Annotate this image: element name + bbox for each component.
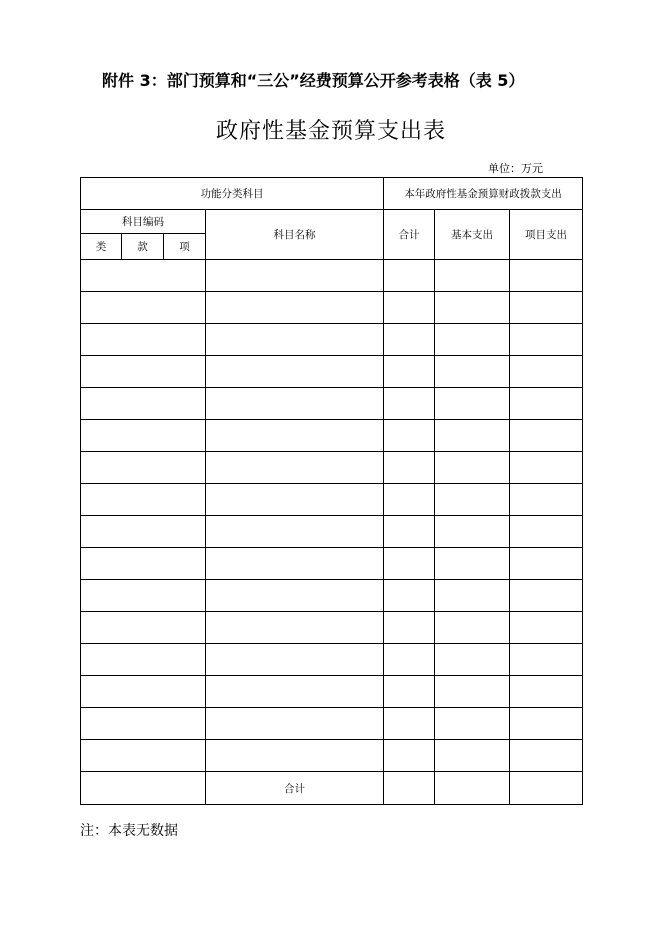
- subject-name-cell: [206, 740, 384, 772]
- table-row: [81, 484, 583, 516]
- project-expenditure-cell: [510, 676, 583, 708]
- project-expenditure-cell: [510, 612, 583, 644]
- total-cell: [384, 740, 435, 772]
- subject-name-cell: [206, 516, 384, 548]
- table-row: [81, 356, 583, 388]
- total-cell: [384, 484, 435, 516]
- project-expenditure-cell: [510, 740, 583, 772]
- document-title: 政府性基金预算支出表: [215, 119, 446, 144]
- project-expenditure-header: 项目支出: [510, 210, 583, 260]
- basic-expenditure-cell: [435, 612, 510, 644]
- total-header: 合计: [384, 210, 435, 260]
- project-expenditure-cell: [510, 484, 583, 516]
- table-row: [81, 260, 583, 292]
- current-year-allocation-header: 本年政府性基金预算财政拨款支出: [384, 178, 583, 210]
- subject-name-cell: [206, 580, 384, 612]
- class-header: 类: [81, 234, 122, 260]
- basic-expenditure-cell: [435, 708, 510, 740]
- code-cell: [81, 516, 206, 548]
- table-row: [81, 676, 583, 708]
- project-expenditure-cell: [510, 420, 583, 452]
- footnote: 注：本表无数据: [80, 823, 178, 839]
- functional-category-header: 功能分类科目: [81, 178, 384, 210]
- subject-name-cell: [206, 548, 384, 580]
- basic-expenditure-cell: [435, 548, 510, 580]
- project-expenditure-cell: [510, 260, 583, 292]
- basic-expenditure-cell: [435, 388, 510, 420]
- basic-expenditure-cell: [435, 484, 510, 516]
- total-cell: [384, 356, 435, 388]
- code-cell: [81, 420, 206, 452]
- table-row: [81, 740, 583, 772]
- code-cell: [81, 612, 206, 644]
- subject-name-cell: [206, 260, 384, 292]
- total-row-project-cell: [510, 772, 583, 805]
- total-cell: [384, 548, 435, 580]
- project-expenditure-cell: [510, 548, 583, 580]
- basic-expenditure-cell: [435, 420, 510, 452]
- project-expenditure-cell: [510, 580, 583, 612]
- table-row: [81, 324, 583, 356]
- project-expenditure-cell: [510, 644, 583, 676]
- basic-expenditure-header: 基本支出: [435, 210, 510, 260]
- total-cell: [384, 708, 435, 740]
- total-row-total-cell: [384, 772, 435, 805]
- total-cell: [384, 292, 435, 324]
- subject-name-cell: [206, 420, 384, 452]
- subject-name-cell: [206, 324, 384, 356]
- basic-expenditure-cell: [435, 644, 510, 676]
- section-header: 款: [122, 234, 164, 260]
- subject-name-cell: [206, 484, 384, 516]
- basic-expenditure-cell: [435, 740, 510, 772]
- total-cell: [384, 644, 435, 676]
- unit-label: 单位：万元: [488, 162, 543, 175]
- table-row: [81, 644, 583, 676]
- table-row: [81, 420, 583, 452]
- code-cell: [81, 484, 206, 516]
- subject-name-cell: [206, 292, 384, 324]
- total-cell: [384, 420, 435, 452]
- table-row: [81, 548, 583, 580]
- subject-name-cell: [206, 612, 384, 644]
- table-row: [81, 708, 583, 740]
- project-expenditure-cell: [510, 708, 583, 740]
- total-cell: [384, 612, 435, 644]
- basic-expenditure-cell: [435, 676, 510, 708]
- total-cell: [384, 580, 435, 612]
- project-expenditure-cell: [510, 516, 583, 548]
- code-cell: [81, 388, 206, 420]
- total-cell: [384, 260, 435, 292]
- project-expenditure-cell: [510, 452, 583, 484]
- project-expenditure-cell: [510, 292, 583, 324]
- code-cell: [81, 676, 206, 708]
- total-cell: [384, 388, 435, 420]
- project-expenditure-cell: [510, 356, 583, 388]
- subject-name-cell: [206, 708, 384, 740]
- table-row: [81, 452, 583, 484]
- code-cell: [81, 548, 206, 580]
- table-row: [81, 516, 583, 548]
- subject-name-cell: [206, 676, 384, 708]
- total-row-basic-cell: [435, 772, 510, 805]
- basic-expenditure-cell: [435, 452, 510, 484]
- total-cell: [384, 516, 435, 548]
- basic-expenditure-cell: [435, 356, 510, 388]
- subject-name-header: 科目名称: [206, 210, 384, 260]
- table-row: [81, 612, 583, 644]
- item-header: 项: [164, 234, 206, 260]
- code-cell: [81, 292, 206, 324]
- table-row: [81, 580, 583, 612]
- code-cell: [81, 452, 206, 484]
- subject-name-cell: [206, 452, 384, 484]
- budget-table: [80, 177, 583, 805]
- subject-name-cell: [206, 644, 384, 676]
- code-cell: [81, 260, 206, 292]
- project-expenditure-cell: [510, 324, 583, 356]
- total-cell: [384, 324, 435, 356]
- subject-code-header: 科目编码: [81, 210, 206, 234]
- total-row-label: 合计: [206, 772, 384, 805]
- total-cell: [384, 676, 435, 708]
- total-row: [81, 772, 583, 805]
- attachment-title: 附件 3：部门预算和“三公”经费预算公开参考表格（表 5）: [102, 71, 525, 90]
- table-row: [81, 388, 583, 420]
- code-cell: [81, 356, 206, 388]
- header-row-1: [81, 178, 583, 210]
- table-row: [81, 292, 583, 324]
- header-row-2: [81, 210, 583, 234]
- basic-expenditure-cell: [435, 260, 510, 292]
- code-cell: [81, 580, 206, 612]
- basic-expenditure-cell: [435, 516, 510, 548]
- subject-name-cell: [206, 356, 384, 388]
- total-cell: [384, 452, 435, 484]
- project-expenditure-cell: [510, 388, 583, 420]
- code-cell: [81, 740, 206, 772]
- code-cell: [81, 708, 206, 740]
- basic-expenditure-cell: [435, 324, 510, 356]
- code-cell: [81, 324, 206, 356]
- total-row-code-cell: [81, 772, 206, 805]
- subject-name-cell: [206, 388, 384, 420]
- code-cell: [81, 644, 206, 676]
- basic-expenditure-cell: [435, 292, 510, 324]
- basic-expenditure-cell: [435, 580, 510, 612]
